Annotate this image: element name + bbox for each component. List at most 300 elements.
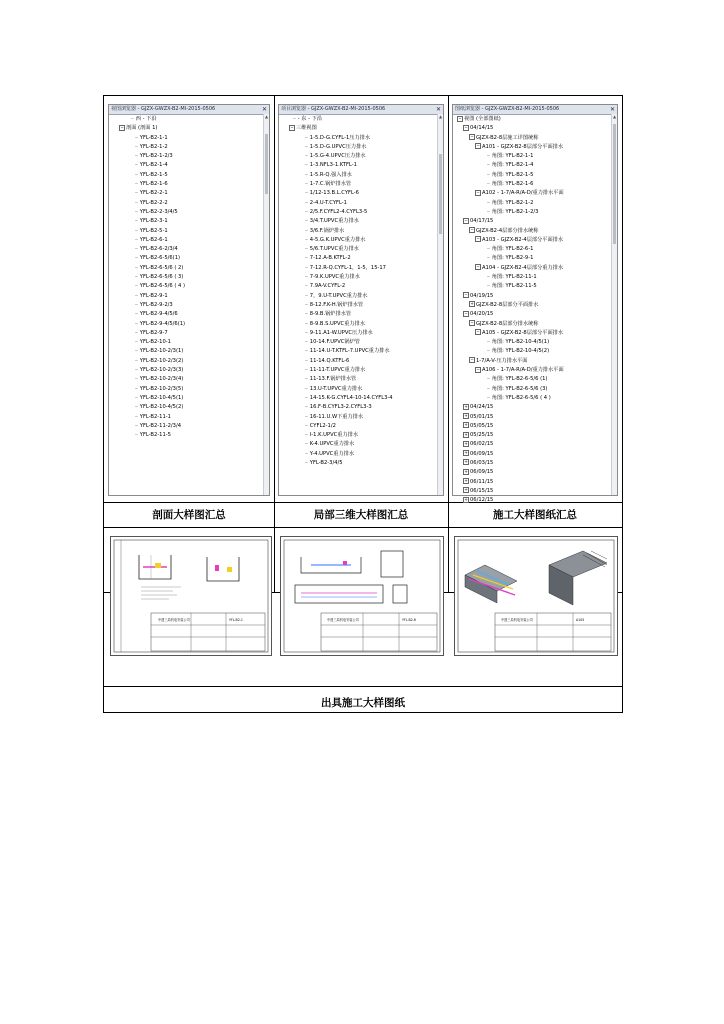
- tree-item-label: 角图: YFL-B2-1-2/3: [491, 208, 539, 215]
- scrollbar[interactable]: [437, 114, 443, 495]
- tree-connector: ┈: [305, 274, 310, 281]
- tree-item[interactable]: [453, 301, 617, 310]
- tree-connector: ┈: [135, 348, 140, 355]
- tree-connector: ┈: [305, 301, 310, 308]
- tree-item[interactable]: [279, 329, 443, 338]
- tree-item[interactable]: [109, 329, 269, 338]
- tree-connector: ┈: [135, 227, 140, 234]
- view-browser-panel: [108, 104, 270, 496]
- tree-item[interactable]: [279, 189, 443, 198]
- tree-item[interactable]: [109, 357, 269, 366]
- tree-item-label: 06/02/15: [470, 441, 494, 448]
- tree-item-label: 角图: YFL-B2-6-1: [491, 246, 534, 253]
- tree-item[interactable]: [453, 347, 617, 356]
- panel-title-text: 项目浏览器 - GJZX-GWZX-B2-MI-2015-0506: [281, 106, 386, 112]
- tree-item-label: 13.U-T.UPVC重力排水: [309, 385, 363, 392]
- tree-item-label: 04/20/15: [470, 311, 494, 318]
- tree-connector: ┈: [135, 394, 140, 401]
- tree-connector: ┈: [305, 348, 310, 355]
- tree-item-label: 05/05/15: [470, 422, 494, 429]
- tree-item[interactable]: [453, 273, 617, 282]
- tree-item[interactable]: [279, 115, 443, 124]
- expand-toggle-icon[interactable]: −: [476, 366, 480, 372]
- tree-item[interactable]: [453, 450, 617, 459]
- tree-item[interactable]: [279, 264, 443, 273]
- tree-connector: ┈: [293, 116, 298, 122]
- expand-toggle-icon[interactable]: −: [476, 143, 480, 149]
- tree-item[interactable]: [279, 217, 443, 226]
- tree-item-label: 角图: YFL-B2-10-4/5(1): [491, 339, 550, 346]
- tree-connector: ┈: [305, 329, 310, 336]
- tree-item[interactable]: [453, 394, 617, 403]
- expand-toggle-icon[interactable]: −: [476, 264, 480, 270]
- tree-item[interactable]: [279, 320, 443, 329]
- tree-item[interactable]: [453, 440, 617, 449]
- section-drawing-thumbnail: [110, 536, 272, 656]
- tree-item-label: 角图: YFL-B2-6-5/6 ( 4 ): [491, 394, 551, 401]
- tree-item-label: 1-5.D-G.CYFL-1压力排水: [309, 134, 371, 141]
- expand-toggle-icon[interactable]: −: [464, 124, 468, 130]
- tree-item[interactable]: [279, 273, 443, 282]
- tree-item[interactable]: [279, 199, 443, 208]
- tree-item[interactable]: [279, 245, 443, 254]
- tree-item-label: 角图: YFL-B2-6-5/6 (1): [491, 376, 548, 383]
- tree-item[interactable]: [453, 413, 617, 422]
- tree-item-label: YFL-B2-10-4/5(2): [139, 404, 184, 411]
- tree-item-label: GJZX-B2-8层施工详图统称: [476, 134, 539, 141]
- tree-item[interactable]: [453, 385, 617, 394]
- scrollbar[interactable]: [263, 114, 269, 495]
- tree-item[interactable]: [453, 357, 617, 366]
- tree-item[interactable]: [453, 115, 617, 124]
- scrollbar-thumb[interactable]: [613, 124, 616, 244]
- tree-item[interactable]: [279, 161, 443, 170]
- tree-item-label: 16-11.U.W下重力排水: [309, 413, 364, 420]
- expand-toggle-icon[interactable]: +: [464, 468, 468, 474]
- tree-item-label: YFL-B2-2-3/4/5: [139, 208, 178, 215]
- tree-item[interactable]: [109, 422, 269, 431]
- tree-item[interactable]: [453, 236, 617, 245]
- expand-toggle-icon[interactable]: +: [464, 478, 468, 484]
- tree-item[interactable]: [279, 292, 443, 301]
- expand-toggle-icon[interactable]: +: [464, 459, 468, 465]
- tree-item[interactable]: [453, 320, 617, 329]
- tree-connector: ┈: [487, 181, 492, 188]
- tree-item[interactable]: [279, 459, 443, 468]
- tree-connector: ┈: [305, 432, 310, 439]
- tree-item[interactable]: [453, 487, 617, 496]
- tree-item-label: YFL-B2-1-2/3: [139, 153, 173, 160]
- sheet-tree: [453, 115, 617, 505]
- expand-toggle-icon[interactable]: +: [464, 403, 468, 409]
- expand-toggle-icon[interactable]: +: [464, 413, 468, 418]
- tree-connector: ┈: [135, 432, 140, 439]
- tree-connector: ┈: [305, 153, 310, 160]
- tree-item[interactable]: [453, 310, 617, 319]
- tree-item-label: 角图: YFL-B2-1-6: [491, 181, 534, 188]
- tree-item[interactable]: [453, 478, 617, 487]
- tree-item-label: YFL-B2-6-5/6 ( 2): [139, 264, 184, 271]
- expand-toggle-icon[interactable]: −: [464, 292, 468, 298]
- panel-title: [279, 105, 443, 115]
- tree-item-label: 角图: YFL-B2-1-5: [491, 171, 534, 178]
- tree-connector: ┈: [135, 422, 140, 429]
- tree-connector: ┈: [135, 143, 140, 150]
- tree-item[interactable]: [453, 208, 617, 217]
- tree-item-label: YFL-B2-10-4/5(1): [139, 394, 184, 401]
- tree-item-label: A104 - GJZX-B2-4层部分重力排水: [482, 264, 564, 271]
- tree-connector: ┈: [487, 246, 492, 253]
- tree-item[interactable]: [109, 180, 269, 189]
- tree-item-label: 7-12.A-B.KTFL-2: [309, 255, 351, 262]
- expand-toggle-icon[interactable]: +: [464, 450, 468, 456]
- tree-connector: ┈: [487, 339, 492, 346]
- tree-item-label: YFL-B2-1-1: [139, 134, 168, 141]
- tree-item-label: 1-7/A-V-压力排水平面: [476, 357, 528, 364]
- expand-toggle-icon[interactable]: −: [120, 124, 124, 130]
- table-divider: [104, 527, 622, 528]
- tree-item-label: 04/14/15: [470, 125, 494, 132]
- tree-connector: ┈: [135, 236, 140, 243]
- drawing-sheet-label: A105: [576, 618, 585, 622]
- tree-item[interactable]: [279, 394, 443, 403]
- tree-item[interactable]: [279, 385, 443, 394]
- tree-item[interactable]: [109, 189, 269, 198]
- tree-item[interactable]: [453, 329, 617, 338]
- tree-item-label: YFL-B2-10-2/3(5): [139, 385, 184, 392]
- caption-construction: 施工大样图纸汇总: [493, 509, 577, 521]
- tree-item-label: 角图: YFL-B2-6-5/6 (3): [491, 385, 548, 392]
- tree-item[interactable]: [109, 282, 269, 291]
- tree-item-label: A105 - GJZX-B2-8层部分平面排水: [482, 329, 564, 336]
- expand-toggle-icon[interactable]: −: [464, 217, 468, 223]
- tree-item-label: 06/09/15: [470, 450, 494, 457]
- tree-item-label: YFL-B2-1-5: [139, 171, 168, 178]
- tree-item[interactable]: [453, 403, 617, 412]
- tree-connector: ┈: [135, 404, 140, 411]
- tree-connector: ┈: [135, 311, 140, 318]
- caption-section: 剖面大样图汇总: [152, 509, 226, 521]
- tree-item[interactable]: [279, 171, 443, 180]
- tree-item[interactable]: [109, 375, 269, 384]
- tree-item[interactable]: [279, 134, 443, 143]
- tree-connector: ┈: [305, 264, 310, 271]
- tree-item[interactable]: [109, 134, 269, 143]
- tree-item-label: 11-14.Q.KTFL-6: [309, 357, 350, 364]
- tree-item-label: 3/4.T.UPVC重力排水: [309, 218, 359, 225]
- tree-connector: ┈: [487, 255, 492, 262]
- tree-item[interactable]: [279, 366, 443, 375]
- scroll-up-icon[interactable]: ▲: [438, 114, 443, 119]
- tree-item-label: YFL-B2-9-7: [139, 329, 168, 336]
- tree-connector: ┈: [487, 162, 492, 169]
- tree-item[interactable]: [109, 161, 269, 170]
- tree-connector: ┈: [305, 385, 310, 392]
- scrollbar-thumb[interactable]: [439, 154, 442, 234]
- tree-item[interactable]: [109, 227, 269, 236]
- tree-item-label: 角图: YFL-B2-9-1: [491, 255, 534, 262]
- tree-connector: ┈: [487, 274, 492, 281]
- tree-item-label: 06/15/15: [470, 487, 494, 494]
- tree-connector: ┈: [135, 367, 140, 374]
- tree-connector: ┈: [135, 339, 140, 346]
- tree-item[interactable]: [453, 180, 617, 189]
- tree-item[interactable]: [453, 468, 617, 477]
- tree-item-label: 1-5.D-G.UPVC压力排水: [309, 143, 367, 150]
- tree-item-label: 角图: YFL-B2-10-4/5(2): [491, 348, 550, 355]
- tree-item[interactable]: [453, 422, 617, 431]
- tree-connector: ┈: [305, 450, 310, 457]
- expand-toggle-icon[interactable]: −: [470, 320, 474, 326]
- tree-item[interactable]: [453, 217, 617, 226]
- tree-item-label: 9-11.A1-W.UPVC压力排水: [309, 329, 373, 336]
- tree-item[interactable]: [453, 171, 617, 180]
- tree-item[interactable]: [109, 338, 269, 347]
- tree-item-label: - 东 - 下沿: [297, 116, 323, 122]
- tree-connector: ┈: [305, 134, 310, 141]
- tree-item[interactable]: [279, 347, 443, 356]
- tree-item-label: 角图: YFL-B2-11-5: [491, 283, 537, 290]
- tree-item[interactable]: [109, 171, 269, 180]
- tree-item[interactable]: [109, 236, 269, 245]
- tree-connector: ┈: [305, 376, 310, 383]
- tree-item[interactable]: [453, 282, 617, 291]
- tree-item-label: 剖面 (剖面 1): [126, 125, 158, 132]
- tree-item[interactable]: [109, 254, 269, 263]
- tree-item-label: 视图 (全部图纸): [464, 116, 501, 122]
- tree-item-label: I-1.K.UPVC重力排水: [309, 432, 359, 439]
- tree-item-label: 14-15.K-G.CYFL4-10-14.CYFL3-4: [309, 394, 393, 401]
- tree-item[interactable]: [453, 143, 617, 152]
- tree-item-label: 5/6.T.UPVC重力排水: [309, 246, 359, 253]
- tree-connector: ┈: [135, 190, 140, 197]
- tree-item[interactable]: [279, 143, 443, 152]
- tree-item[interactable]: [109, 124, 269, 133]
- expand-toggle-icon[interactable]: −: [470, 134, 474, 140]
- tree-item[interactable]: [109, 394, 269, 403]
- tree-item-label: 1/12-13.B.L.CYFL-6: [309, 190, 359, 197]
- tree-connector: ┈: [305, 236, 310, 243]
- tree-connector: ┈: [487, 385, 492, 392]
- tree-item[interactable]: [279, 413, 443, 422]
- summary-table: [103, 95, 623, 713]
- tree-item[interactable]: [453, 496, 617, 505]
- tree-connector: ┈: [135, 162, 140, 169]
- tree-item[interactable]: [453, 245, 617, 254]
- tree-item[interactable]: [279, 152, 443, 161]
- scrollbar[interactable]: [611, 114, 617, 495]
- tree-item-label: 西 - 下沿: [135, 116, 157, 122]
- tree-item[interactable]: [453, 134, 617, 143]
- tree-item[interactable]: [109, 264, 269, 273]
- tree-item[interactable]: [453, 292, 617, 301]
- tree-connector: ┈: [135, 301, 140, 308]
- tree-item[interactable]: [279, 227, 443, 236]
- tree-item-label: 16.F-B.CYFL3-2.CYFL3-3: [309, 404, 372, 411]
- expand-toggle-icon[interactable]: +: [464, 431, 468, 437]
- drawing-sheet-label: YFL-B2-6: [402, 618, 416, 622]
- tree-item[interactable]: [109, 301, 269, 310]
- tree-item[interactable]: [279, 450, 443, 459]
- tree-connector: ┈: [487, 171, 492, 178]
- tree-item[interactable]: [109, 217, 269, 226]
- tree-item[interactable]: [453, 459, 617, 468]
- tree-connector: ┈: [305, 422, 310, 429]
- tree-item[interactable]: [279, 124, 443, 133]
- tree-item[interactable]: [109, 292, 269, 301]
- tree-connector: ┈: [487, 376, 492, 383]
- expand-toggle-icon[interactable]: −: [464, 310, 468, 316]
- tree-item[interactable]: [453, 431, 617, 440]
- tree-item[interactable]: [279, 440, 443, 449]
- tree-item[interactable]: [453, 124, 617, 133]
- scrollbar-thumb[interactable]: [265, 134, 268, 194]
- close-icon[interactable]: ✕: [261, 106, 267, 113]
- tree-item[interactable]: [109, 199, 269, 208]
- tree-item[interactable]: [453, 161, 617, 170]
- tree-item-label: 2/5.F.CYFL2-4.CYFL3-5: [309, 208, 368, 215]
- scroll-up-icon[interactable]: ▲: [264, 114, 269, 119]
- tree-item[interactable]: [453, 338, 617, 347]
- tree-item[interactable]: [109, 320, 269, 329]
- tree-item[interactable]: [279, 236, 443, 245]
- tree-connector: ┈: [487, 283, 492, 290]
- tree-connector: ┈: [487, 199, 492, 206]
- tree-item-label: Y-4.UPVC重力排水: [309, 450, 355, 457]
- tree-item[interactable]: [453, 199, 617, 208]
- tree-connector: ┈: [135, 255, 140, 262]
- tree-item[interactable]: [453, 366, 617, 375]
- tree-item-label: 05/25/15: [470, 432, 494, 439]
- tree-connector: ┈: [305, 339, 310, 346]
- expand-toggle-icon[interactable]: −: [476, 189, 480, 195]
- tree-item-label: YFL-B2-1-2: [139, 143, 168, 150]
- expand-toggle-icon[interactable]: +: [470, 301, 474, 307]
- tree-item[interactable]: [279, 431, 443, 440]
- tree-connector: ┈: [487, 348, 492, 355]
- tree-item[interactable]: [109, 413, 269, 422]
- tree-connector: ┈: [305, 292, 310, 299]
- tree-item[interactable]: [279, 208, 443, 217]
- tree-item-label: 角图: YFL-B2-1-1: [491, 153, 534, 160]
- tree-item[interactable]: [279, 282, 443, 291]
- panel-title-text: 视图浏览器 - GJZX-GWZX-B2-MI-2015-0506: [111, 106, 216, 112]
- tree-item[interactable]: [279, 301, 443, 310]
- tree-connector: ┈: [131, 116, 136, 122]
- tree-item[interactable]: [453, 375, 617, 384]
- tree-connector: ┈: [305, 441, 310, 448]
- tree-item[interactable]: [453, 264, 617, 273]
- tree-connector: ┈: [135, 264, 140, 271]
- tree-item[interactable]: [109, 310, 269, 319]
- close-icon[interactable]: ✕: [609, 106, 615, 113]
- tree-item[interactable]: [453, 152, 617, 161]
- tree-connector: ┈: [135, 246, 140, 253]
- project-tree: [279, 115, 443, 468]
- tree-item[interactable]: [109, 431, 269, 440]
- table-divider: [104, 686, 622, 687]
- expand-toggle-icon[interactable]: +: [464, 496, 468, 502]
- expand-toggle-icon[interactable]: −: [470, 227, 474, 233]
- drawing-sheet-label: YFL-B2-1: [229, 618, 243, 622]
- tree-item-label: YFL-B2-10-2/3(4): [139, 376, 184, 383]
- tree-item[interactable]: [279, 403, 443, 412]
- tree-item-label: YFL-B2-10-1: [139, 339, 171, 346]
- tree-connector: ┈: [135, 329, 140, 336]
- tree-item-label: YFL-B2-2-2: [139, 199, 168, 206]
- expand-toggle-icon[interactable]: +: [464, 422, 468, 428]
- tree-connector: ┈: [305, 459, 310, 466]
- tree-item[interactable]: [279, 422, 443, 431]
- tree-item[interactable]: [279, 338, 443, 347]
- tree-item[interactable]: [109, 366, 269, 375]
- tree-item-label: 3/6.F.锅炉排水: [309, 227, 345, 234]
- tree-item[interactable]: [453, 189, 617, 198]
- expand-toggle-icon[interactable]: −: [458, 115, 462, 121]
- tree-item[interactable]: [109, 245, 269, 254]
- expand-toggle-icon[interactable]: +: [464, 440, 468, 446]
- tree-item[interactable]: [279, 180, 443, 189]
- tree-item-label: 8-9.B.锅炉排水管: [309, 311, 352, 318]
- tree-item[interactable]: [109, 403, 269, 412]
- tree-item-label: 角图: YFL-B2-11-1: [491, 274, 537, 281]
- tree-item-label: 8-9.B.S.UPVC重力排水: [309, 320, 365, 327]
- scroll-up-icon[interactable]: ▲: [612, 114, 617, 119]
- tree-connector: ┈: [305, 218, 310, 225]
- tree-item[interactable]: [453, 254, 617, 263]
- tree-item[interactable]: [279, 375, 443, 384]
- tree-item[interactable]: [109, 152, 269, 161]
- expand-toggle-icon[interactable]: −: [476, 236, 480, 242]
- tree-connector: ┈: [305, 143, 310, 150]
- tree-item-label: 2-4.U-T.CYFL-1: [309, 199, 347, 206]
- project-browser-panel: [278, 104, 444, 496]
- tree-connector: ┈: [305, 394, 310, 401]
- tree-connector: ┈: [135, 413, 140, 420]
- tree-item-label: 1-7.C.锅炉排水管: [309, 181, 352, 188]
- tree-item-label: YFL-B2-1-6: [139, 181, 168, 188]
- tree-item-label: 04/24/15: [470, 404, 494, 411]
- close-icon[interactable]: ✕: [435, 106, 441, 113]
- expand-toggle-icon[interactable]: +: [464, 487, 468, 493]
- tree-item[interactable]: [109, 208, 269, 217]
- tree-item[interactable]: [279, 357, 443, 366]
- tree-connector: ┈: [305, 367, 310, 374]
- tree-item-label: 04/19/15: [470, 292, 494, 299]
- tree-item[interactable]: [109, 115, 269, 124]
- sheet-browser-panel: [452, 104, 618, 504]
- expand-toggle-icon[interactable]: −: [290, 124, 294, 130]
- tree-item[interactable]: [279, 310, 443, 319]
- tree-connector: ┈: [305, 255, 310, 262]
- tree-item[interactable]: [109, 273, 269, 282]
- tree-item-label: YFL-B2-11-2/3/4: [139, 422, 182, 429]
- expand-toggle-icon[interactable]: −: [476, 329, 480, 335]
- tree-connector: ┈: [135, 199, 140, 206]
- tree-item-label: 4-5.G.K.UPVC重力排水: [309, 236, 366, 243]
- tree-item-label: 11-11-T.UPVC重力排水: [309, 367, 366, 374]
- tree-item[interactable]: [109, 385, 269, 394]
- tree-item-label: 7-9.K.UPVC重力排水: [309, 274, 360, 281]
- drawing-company-label: 中建三局机电安装公司: [158, 618, 190, 622]
- tree-item[interactable]: [109, 347, 269, 356]
- tree-item[interactable]: [453, 227, 617, 236]
- expand-toggle-icon[interactable]: −: [470, 357, 474, 363]
- tree-item-label: YFL-B2-6-5/6 ( 3): [139, 274, 184, 281]
- tree-item[interactable]: [109, 143, 269, 152]
- tree-item[interactable]: [279, 254, 443, 263]
- drawing-company-label: 中建三局机电安装公司: [501, 618, 533, 622]
